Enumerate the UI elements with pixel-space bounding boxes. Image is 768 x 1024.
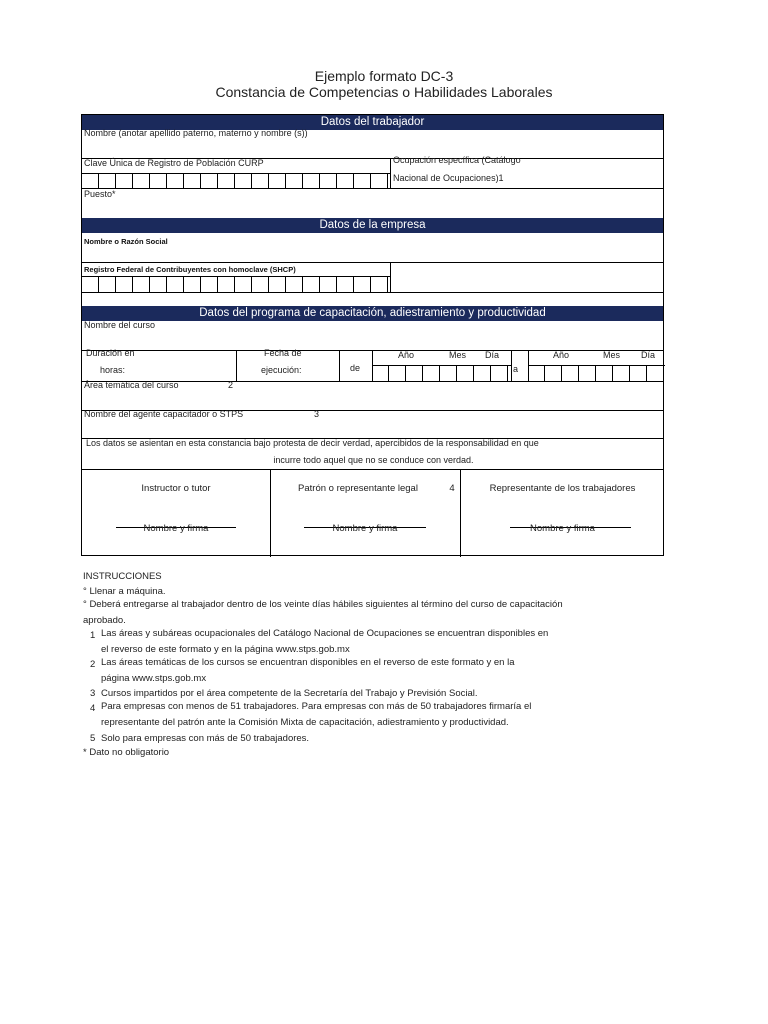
nota-1-line-2: el reverso de este formato y en la página www.stps.gob.mx [101, 644, 350, 655]
curp-input-boxes[interactable] [82, 173, 388, 188]
dato-no-obligatorio-note: * Dato no obligatorio [83, 747, 170, 758]
mes-label-2: Mes [603, 350, 621, 360]
dia-label-1: Día [485, 350, 500, 360]
nota-1-line-1: Las áreas y subáreas ocupacionales del Catálogo Nacional de Ocupaciones se encuentran disponibles en [101, 628, 549, 639]
de-label: de [350, 363, 361, 373]
nota-4-line-1: Para empresas con menos de 51 trabajadores. Para empresas con más de 50 trabajadores firmaría el [101, 701, 532, 712]
document-subtitle: Constancia de Competencias o Habilidades Laborales [215, 84, 553, 100]
nota-5-number: 5 [90, 733, 96, 744]
ocupacion-label-1: Ocupación específica (Catálogo [393, 155, 521, 165]
a-label: a [513, 364, 519, 374]
rfc-input-boxes[interactable] [82, 276, 388, 292]
area-tematica-label: Área temática del curso [84, 380, 179, 390]
declaracion-line-1: Los datos se asientan en esta constancia bajo protesta de decir verdad, apercibidos de la responsabilidad en que [86, 438, 539, 448]
section-header-trabajador: Datos del trabajador [82, 115, 663, 130]
nota-3-line-1: Cursos impartidos por el área competente de la Secretaría del Trabajo y Previsión Social. [101, 688, 478, 699]
anio-label-2: Año [553, 350, 570, 360]
nota-2-number: 2 [90, 659, 96, 670]
instructor-label: Instructor o tutor [141, 483, 211, 494]
curp-label: Clave Única de Registro de Población CURP [84, 158, 264, 168]
instruccion-bullet-1: ° Llenar a máquina. [83, 586, 166, 597]
nota-1-number: 1 [90, 630, 96, 641]
mes-label-1: Mes [449, 350, 467, 360]
dc3-form [81, 114, 664, 556]
declaracion-line-2: incurre todo aquel que no se conduce con verdad. [273, 455, 474, 465]
patron-ref: 4 [449, 483, 455, 494]
nota-2-line-2: página www.stps.gob.mx [101, 673, 207, 684]
agente-capacitador-ref: 3 [314, 409, 320, 419]
section-header-programa: Datos del programa de capacitación, adiestramiento y productividad [82, 306, 663, 321]
nombre-firma-instructor: Nombre y firma [143, 523, 209, 534]
fecha-label-1: Fecha de [264, 348, 302, 358]
nota-4-number: 4 [90, 703, 96, 714]
razon-social-label: Nombre o Razón Social [84, 237, 168, 246]
instrucciones-heading: INSTRUCCIONES [83, 571, 162, 582]
section-header-empresa: Datos de la empresa [82, 218, 663, 233]
rfc-label: Registro Federal de Contribuyentes con homoclave (SHCP) [84, 265, 296, 274]
curso-label: Nombre del curso [84, 320, 156, 330]
nombre-firma-patron: Nombre y firma [332, 523, 398, 534]
anio-label-1: Año [398, 350, 415, 360]
nombre-firma-trabajadores: Nombre y firma [530, 523, 595, 534]
nota-2-line-1: Las áreas temáticas de los cursos se encuentran disponibles en el reverso de este formato y en la [101, 657, 515, 668]
area-tematica-ref: 2 [228, 380, 234, 390]
puesto-label: Puesto* [84, 189, 116, 199]
fecha-inicio-boxes[interactable] [372, 365, 508, 381]
instruccion-bullet-2-line-1: ° Deberá entregarse al trabajador dentro de los veinte días hábiles siguientes al término del curso de capacitación [83, 599, 563, 610]
document-title: Ejemplo formato DC-3 [314, 68, 454, 84]
duracion-label-1: Duración en [86, 348, 135, 358]
nota-5-line-1: Solo para empresas con más de 50 trabajadores. [101, 733, 310, 744]
fecha-label-2: ejecución: [261, 365, 302, 375]
patron-label: Patrón o representante legal [298, 483, 418, 494]
duracion-label-2: horas: [100, 365, 126, 375]
nota-4-line-2: representante del patrón ante la Comisión Mixta de capacitación, adiestramiento y productividad. [101, 717, 509, 728]
trabajadores-label: Representante de los trabajadores [489, 483, 636, 494]
ocupacion-label-2: Nacional de Ocupaciones)1 [393, 173, 504, 183]
fecha-fin-boxes[interactable] [528, 365, 663, 381]
nota-3-number: 3 [90, 688, 96, 699]
nombre-trabajador-label: Nombre (anotar apellido paterno, materno y nombre (s)) [84, 128, 308, 138]
agente-capacitador-label: Nombre del agente capacitador o STPS [84, 409, 244, 419]
dia-label-2: Día [641, 350, 656, 360]
instruccion-bullet-2-line-2: aprobado. [83, 615, 126, 626]
